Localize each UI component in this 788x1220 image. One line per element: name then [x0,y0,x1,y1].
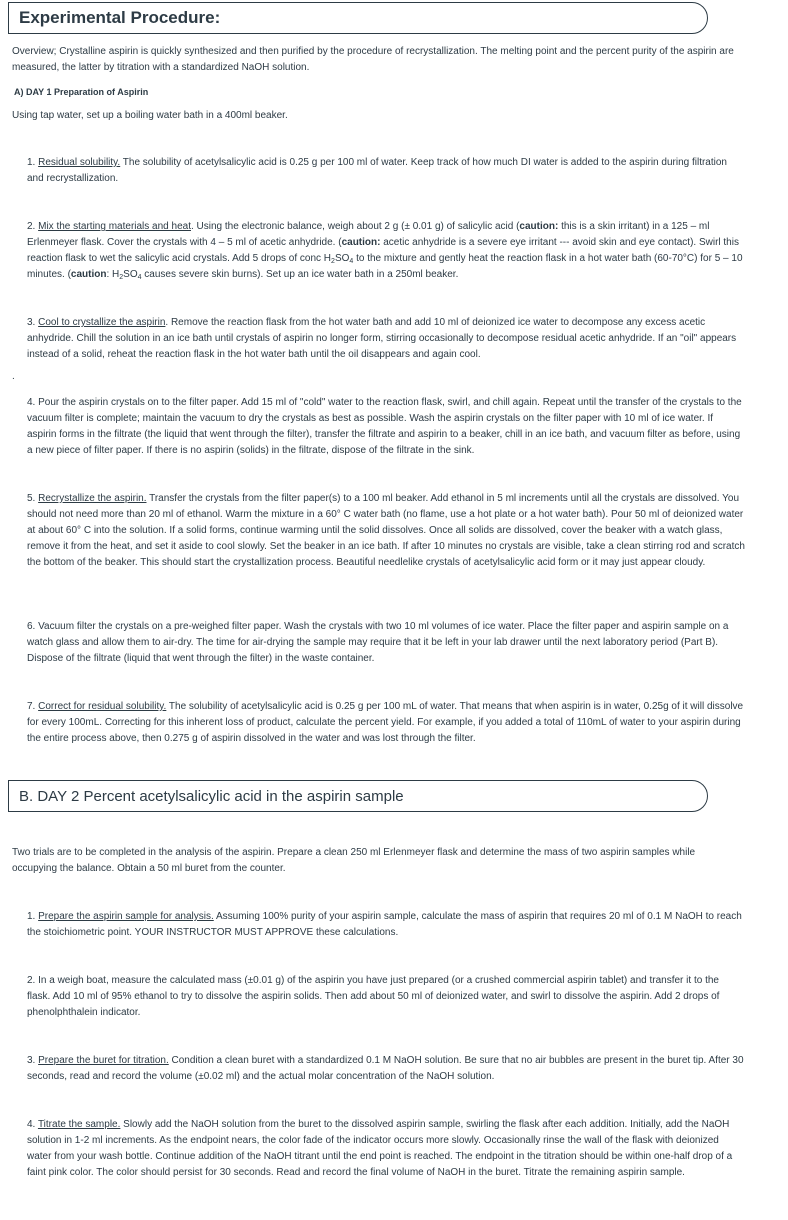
step-title: Mix the starting materials and heat [38,221,191,232]
step-b-2: 2. In a weigh boat, measure the calculated mass (±0.01 g) of the aspirin you have just prepared (or a crushed commercial aspirin tablet) and transfer it to the flask. Add 10 ml of 95% ethanol to try to dissolve the aspirin solids. Then add about 50 ml of deionized water, and swirl to dissolve the aspirin. Add 2 drops of phenolphthalein indicator. [27,975,720,1018]
part-a-heading: A) DAY 1 Preparation of Aspirin [14,87,149,97]
setup-paragraph: Using tap water, set up a boiling water bath in a 400ml beaker. [12,110,288,121]
step-title: Recrystallize the aspirin. [38,493,147,504]
section-heading-procedure [8,2,708,34]
stray-bullet: . [12,371,15,382]
step-title: Correct for residual solubility. [38,701,167,712]
step-a-7: 7. Correct for residual solubility. The solubility of acetylsalicylic acid is 0.25 g per 100 mL of water. That means that when aspirin is in water, 0.25g of it will dissolve for every 100mL. Correcting for this inherent loss of product, calculate the percent yield. For example, if you added a total of 110mL of water to your aspirin during the entire process above, then 0.275 g of aspirin dissolved in the water and was lost through the filter. [27,701,744,744]
step-a-2: 2. Mix the starting materials and heat. Using the electronic balance, weigh about 2 g (± 0.01 g) of salicylic acid (caution: this is a skin irritant) in a 125 – ml Erlenmeyer flask. Cover the crystals with 4 – 5 ml of acetic anhydride. (caution: acetic anhydride is a severe eye irritant --- avoid skin and eye contact). Swirl this reaction flask to wet the salicylic acid crystals. Add 5 drops of conc $H_2SO_4$ to the mixture and gently heat the reaction flask in a hot water bath (60-70°C) for 5 – 10 minutes. (caution: $H_2SO_4$ causes severe skin burns). Set up an ice water bath in a 250ml beaker. [27,221,743,281]
step-title: Prepare the buret for titration. [38,1055,169,1066]
step-a-4: 4. Pour the aspirin crystals on to the filter paper. Add 15 ml of "cold" water to the reaction flask, swirl, and chill again. Repeat until the transfer of the crystals to the vacuum filter is complete; maintain the vacuum to dry the crystals as best as possible. Wash the aspirin crystals on the filter paper with 10 ml of ice water. If aspirin forms in the filtrate (the liquid that went through the filter), transfer the filtrate and aspirin to a beaker, chill in an ice bath, and vacuum filter as before, using a new piece of filter paper. If there is no aspirin (solids) in the filtrate, dispose of the filtrate in the sink. [27,397,742,456]
part-b-intro: Two trials are to be completed in the analysis of the aspirin. Prepare a clean 250 ml Erlenmeyer flask and determine the mass of two aspirin samples while occupying the balance. Obtain a 50 ml buret from the counter. [12,847,696,874]
step-b-1: 1. Prepare the aspirin sample for analysis. Assuming 100% purity of your aspirin sample, calculate the mass of aspirin that requires 20 ml of 0.1 M NaOH to reach the stoichiometric point. YOUR INSTRUCTOR MUST APPROVE these calculations. [27,911,742,938]
step-title: Residual solubility. [38,157,121,168]
step-b-3: 3. Prepare the buret for titration. Condition a clean buret with a standardized 0.1 M NaOH solution. Be sure that no air bubbles are present in the buret tip. After 30 seconds, read and record the volume (±0.02 ml) and the actual molar concentration of the NaOH solution. [27,1055,744,1082]
overview-paragraph: Overview; Crystalline aspirin is quickly synthesized and then purified by the procedure of recrystallization. The melting point and the percent purity of the aspirin are measured, the latter by titration with a standardized NaOH solution. [12,46,734,73]
section-heading-part-b [8,780,708,812]
step-a-5: 5. Recrystallize the aspirin. Transfer the crystals from the filter paper(s) to a 100 ml beaker. Add ethanol in 5 ml increments until all the crystals are dissolved. You should not need more than 20 ml of ethanol. Warm the mixture in a 60° C water bath (no flame, use a hot plate or a hot water bath). Pour 50 ml of deionized water at about 60° C into the solution. If a solid forms, continue warming until the solid dissolves. Once all solids are dissolved, cover the beaker with a watch glass, remove it from the heat, and set it aside to cool slowly. Set the beaker in an ice bath. If after 10 minutes no crystals are visible, take a clean stirring rod and scratch the bottom of the beaker. This should start the crystallization process. Beautiful needlelike crystals of acetylsalicylic acid form or it may just appear cloudy. [27,493,745,568]
step-a-6: 6. Vacuum filter the crystals on a pre-weighed filter paper. Wash the crystals with two 10 ml volumes of ice water. Place the filter paper and aspirin sample on a watch glass and allow them to air-dry. The time for air-drying the sample may require that it be left in your lab drawer until the next laboratory period (Part B). Dispose of the filtrate (liquid that went through the filter) in the waste container. [27,621,729,664]
page-title: Experimental Procedure: [19,8,221,27]
step-title: Prepare the aspirin sample for analysis. [38,911,214,922]
step-b-4: 4. Titrate the sample. Slowly add the NaOH solution from the buret to the dissolved aspirin sample, swirling the flask after each addition. Initially, add the NaOH solution in 1-2 ml increments. As the endpoint nears, the color fade of the indicator occurs more slowly. Occasionally rinse the wall of the flask with deionized water from your wash bottle. Continue addition of the NaOH titrant until the end point is reached. The endpoint in the titration should be within one-half drop of a faint pink color. The color should persist for 30 seconds. Read and record the final volume of NaOH in the buret. Titrate the remaining aspirin sample. [27,1119,733,1178]
step-title: Cool to crystallize the aspirin [38,317,166,328]
step-title: Titrate the sample. [37,1119,121,1130]
part-b-heading: B. DAY 2 Percent acetylsalicylic acid in the aspirin sample [19,787,404,805]
step-a-1: 1. Residual solubility. The solubility of acetylsalicylic acid is 0.25 g per 100 ml of water. Keep track of how much DI water is added to the aspirin during filtration and recrystallization. [27,157,727,184]
step-a-3: 3. Cool to crystallize the aspirin. Remove the reaction flask from the hot water bath and add 10 ml of deionized ice water to decompose any excess acetic anhydride. Chill the solution in an ice bath until crystals of aspirin no longer form, stirring occasionally to decompose residual acetic anhydride. If an "oil" appears instead of a solid, reheat the reaction flask in the hot water bath until the oil disappears and again cool. [27,317,737,360]
